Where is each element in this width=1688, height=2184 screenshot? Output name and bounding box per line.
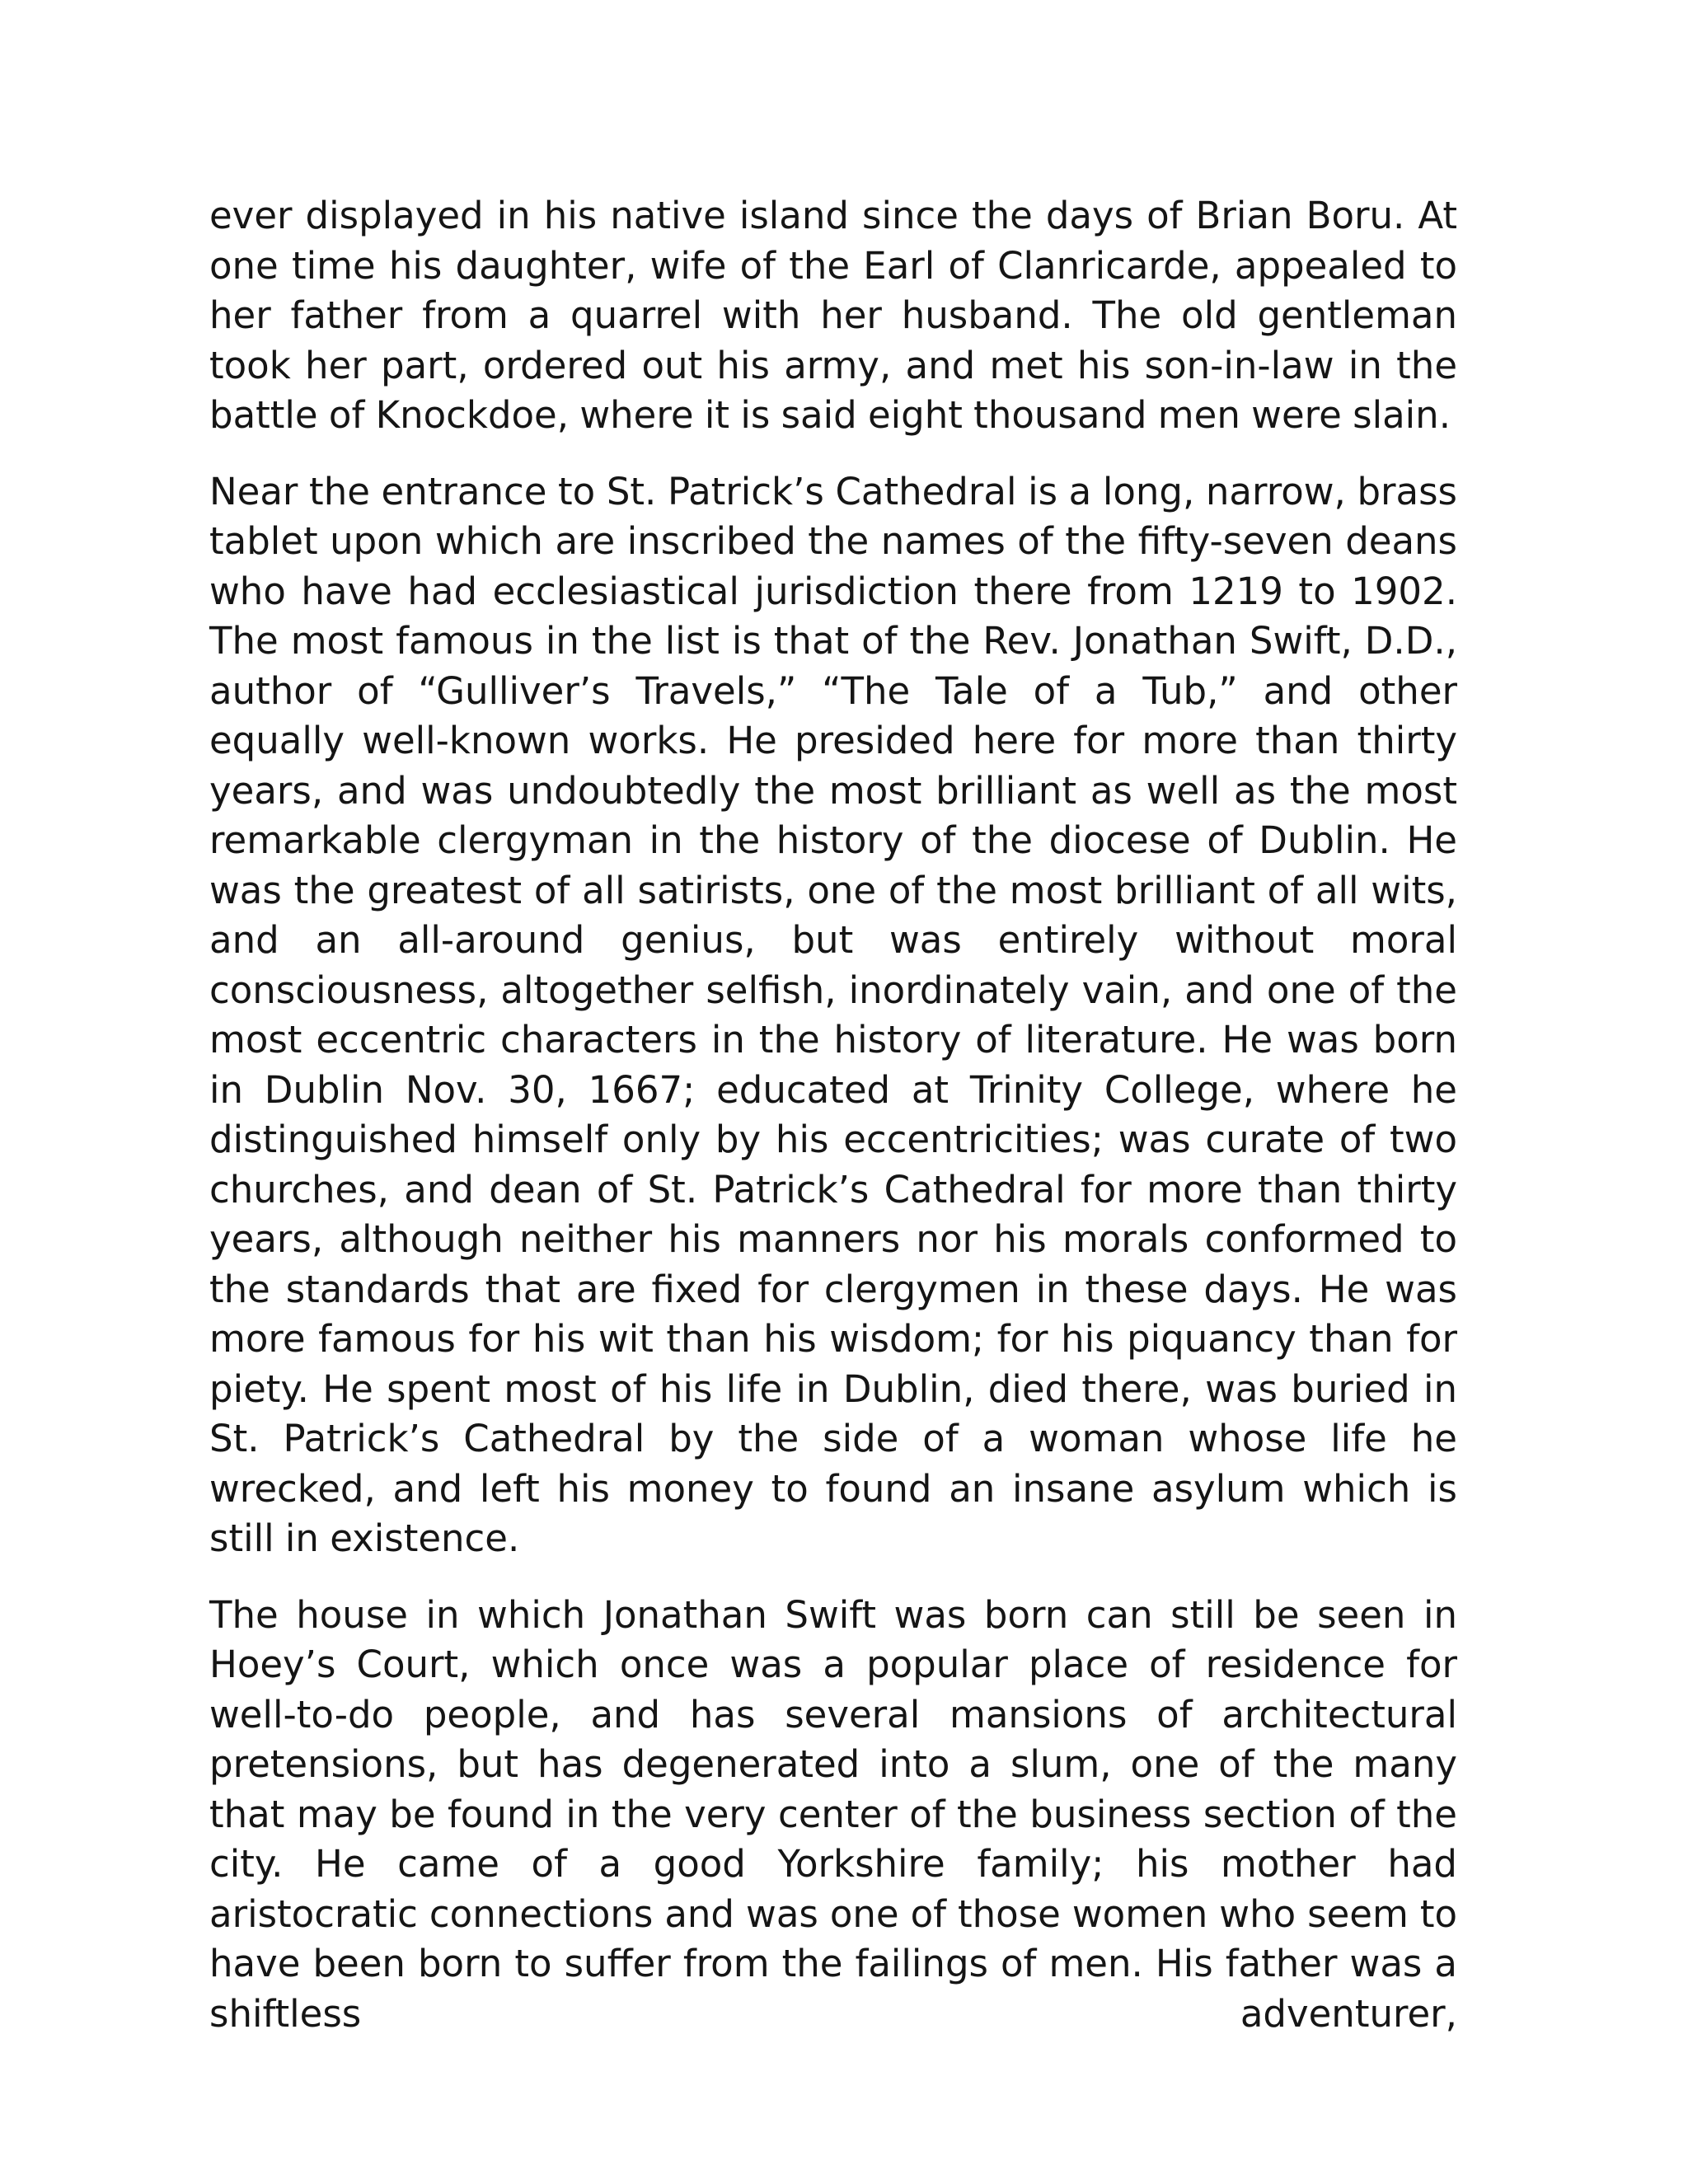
paragraph-1: ever displayed in his native island since the days of Brian Boru. At one time his daughter, wife of the Earl of Clanricarde, appealed to her father from a quarrel with her husband. The old gentleman took her part, ordered out his army, and met his son-in-law in the battle of Knockdoe, where it is said eight thousand men were slain. bbox=[209, 194, 1457, 437]
paragraph-2: Near the entrance to St. Patrick’s Cathedral is a long, narrow, brass tablet upon which are inscribed the names of the fifty-seven deans who have had ecclesiastical jurisdiction there from 1219 to 1902. The most famous in the list is that of the Rev. Jonathan Swift, D.D., author of “Gulliver’s Travels,” “The Tale of a Tub,” and other equally well-known works. He presided here for more than thirty years, and was undoubtedly the most brilliant as well as the most remarkable clergyman in the history of the diocese of Dublin. He was the greatest of all satirists, one of the most brilliant of all wits, and an all-around genius, but was entirely without moral consciousness, altogether selfish, inordinately vain, and one of the most eccentric characters in the history of literature. He was born in Dublin Nov. 30, 1667; educated at Trinity College, where he distinguished himself only by his eccentricities; was curate of two churches, and dean of St. Patrick’s Cathedral for more than thirty years, although neither his manners nor his morals conformed to the standards that are fixed for clergymen in these days. He was more famous for his wit than his wisdom; for his piquancy than for piety. He spent most of his life in Dublin, died there, was buried in St. Patrick’s Cathedral by the side of a woman whose life he wrecked, and left his money to found an insane asylum which is still in existence. bbox=[209, 469, 1457, 1560]
paragraph-3: The house in which Jonathan Swift was born can still be seen in Hoey’s Court, which once was a popular place of residence for well-to-do people, and has several mansions of architectural pretensions, but has degenerated into a slum, one of the many that may be found in the very center of the business section of the city. He came of a good Yorkshire family; his mother had aristocratic connections and was one of those women who seem to have been born to suffer from the failings of men. His father was a shiftless adventurer, bbox=[209, 1592, 1457, 2036]
page-body bbox=[209, 191, 1457, 2065]
